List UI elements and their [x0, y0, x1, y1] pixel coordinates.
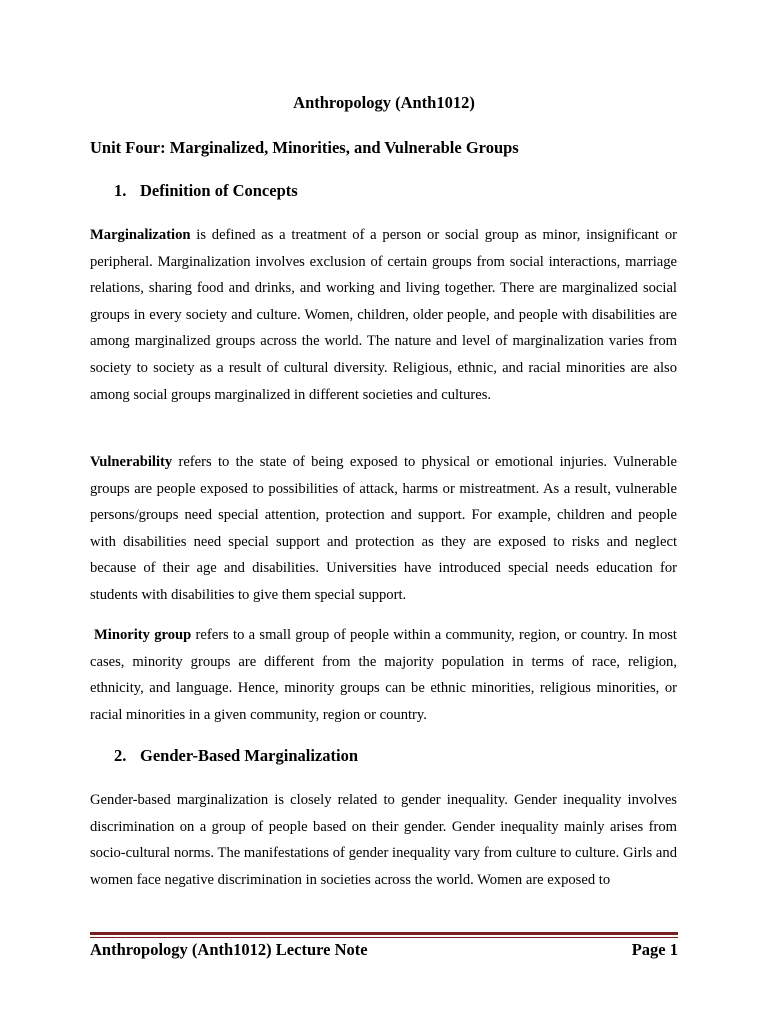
footer-divider: [90, 932, 678, 935]
footer-course-label: Anthropology (Anth1012) Lecture Note: [90, 940, 368, 959]
section-number: 1.: [114, 181, 127, 200]
paragraph-minority-group: [90, 622, 677, 728]
term-minority-group: Minority group: [94, 627, 192, 643]
paragraph-vulnerability: [90, 449, 677, 609]
unit-title: Unit Four: Marginalized, Minorities, and Vulnerable Groups: [90, 138, 519, 157]
section-heading-definitions: [114, 181, 298, 201]
section-number: 2.: [114, 746, 127, 765]
paragraph-gender-marginalization: Gender-based marginalization is closely related to gender inequality. Gender inequality involves discrimination on a group of people based on their gender. Gender inequality mainly arises from socio-cultural norms. The manifestations of gender inequality vary from culture to culture. Girls and women face negative discrimination in societies across the world. Women are exposed to: [90, 792, 677, 888]
term-vulnerability: Vulnerability: [90, 454, 173, 470]
term-marginalization: Marginalization: [90, 227, 191, 243]
paragraph-text: refers to the state of being exposed to physical or emotional injuries. Vulnerable groups are people exposed to possibilities of attack, harms or mistreatment. As a result, vulnerable persons/groups need special attention, protection and support. For example, children and people with disabilities need special support and protection as they are exposed to risks and neglect because of their age and disabilities. Universities have introduced special needs education for students with disabilities to give them special support.: [90, 454, 677, 603]
paragraph-text: refers to a small group of people within a community, region, or country. In most cases, minority groups are different from the majority population in terms of race, religion, ethnicity, and language. Hence, minority groups can be ethnic minorities, religious minorities, or racial minorities in a given community, region or country.: [90, 627, 677, 723]
section-heading-text: Definition of Concepts: [140, 181, 298, 200]
footer-divider-thin: [90, 937, 678, 938]
document-title: Anthropology (Anth1012): [293, 93, 475, 112]
paragraph-marginalization: [90, 222, 677, 408]
section-heading-text: Gender-Based Marginalization: [140, 746, 358, 765]
footer-page-number: Page 1: [631, 940, 678, 959]
section-heading-gender: [114, 746, 358, 766]
paragraph-text: is defined as a treatment of a person or social group as minor, insignificant or peripheral. Marginalization involves exclusion of certain groups from social interactions, marriage relations, sharing food and drinks, and working and living together. There are marginalized social groups in every society and culture. Women, children, older people, and people with disabilities are among marginalized groups across the world. The nature and level of marginalization varies from society to society as a result of cultural diversity. Religious, ethnic, and racial minorities are also among social groups marginalized in different societies and cultures.: [90, 227, 677, 403]
